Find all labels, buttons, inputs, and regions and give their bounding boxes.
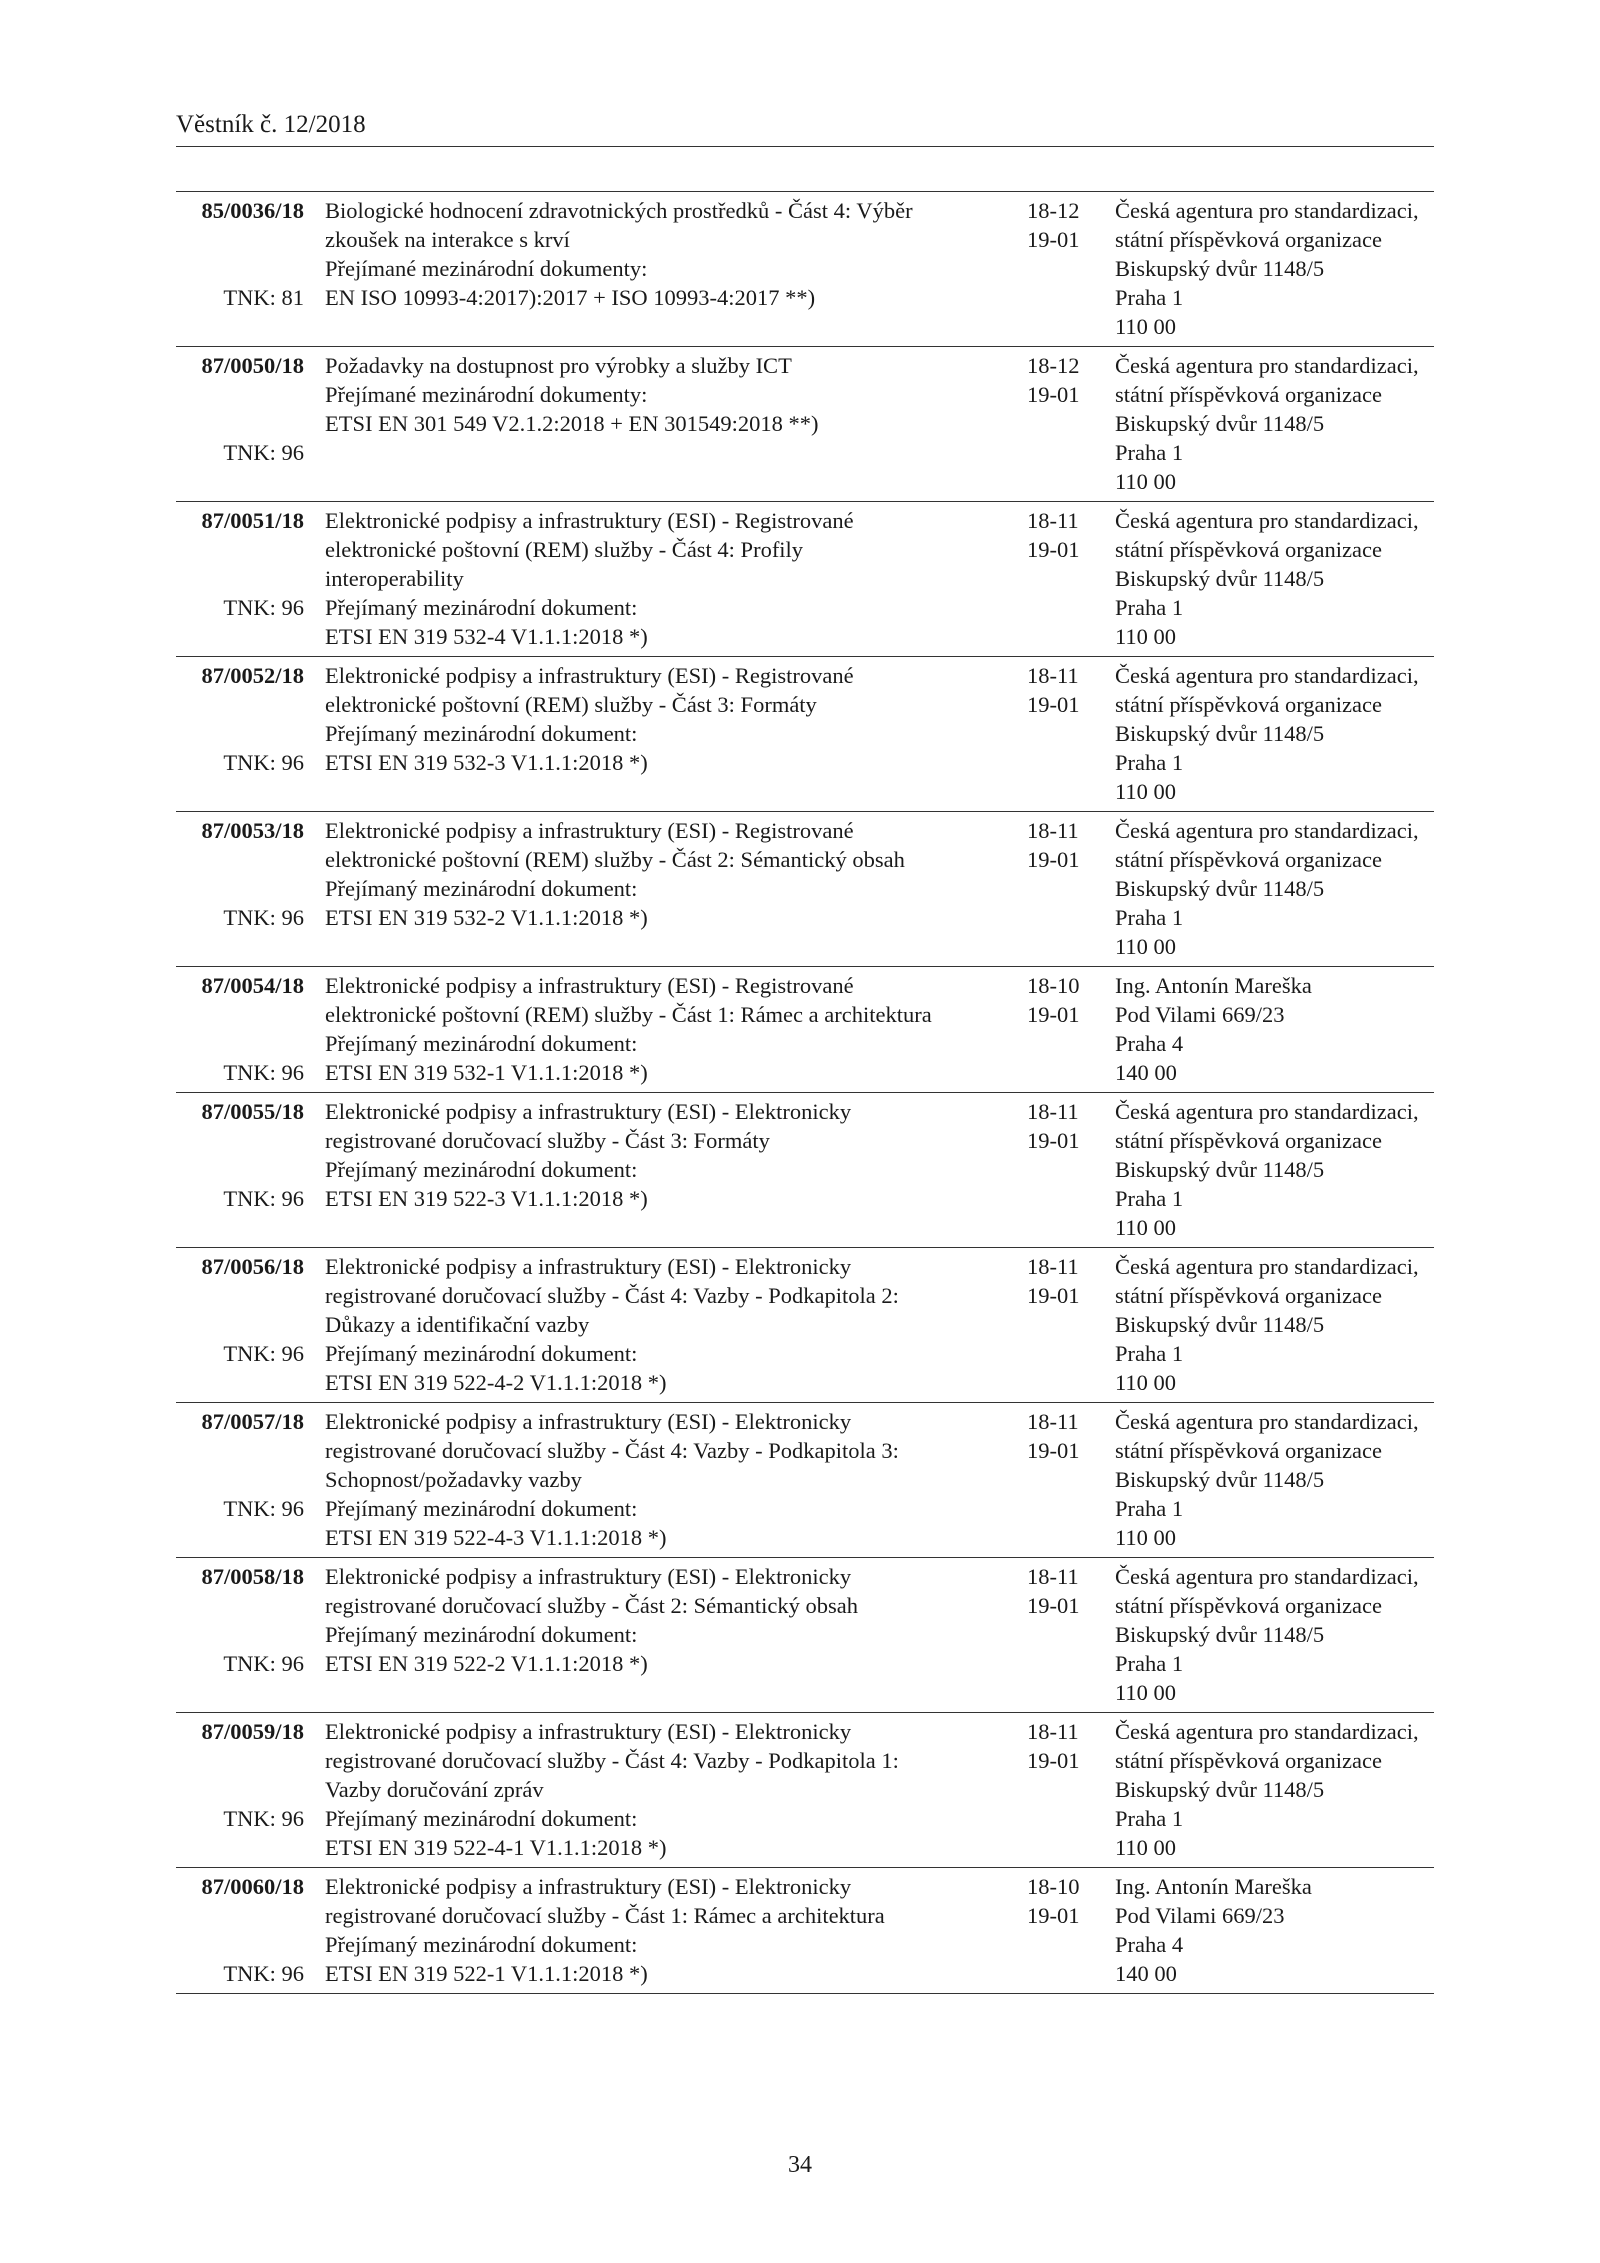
entry-address-line: 110 00 — [1115, 1370, 1177, 1395]
entry-dates — [1027, 971, 1107, 1029]
entry-address-line: Česká agentura pro standardizaci, — [1115, 1099, 1419, 1124]
entry-address-line: 110 00 — [1115, 1680, 1177, 1705]
entry-title-line: registrované doručovací služby - Část 3: Formáty — [325, 1128, 770, 1153]
entry-title-line: Přejímaný mezinárodní dokument: — [325, 1932, 638, 1957]
entry-title-line: Přejímaný mezinárodní dokument: — [325, 1157, 638, 1182]
entry-address-line: Biskupský dvůr 1148/5 — [1115, 1777, 1325, 1802]
entry-dates-line: 19-01 — [1027, 847, 1080, 872]
entry-title-line: registrované doručovací služby - Část 1: Rámec a architektura — [325, 1903, 885, 1928]
entry-address-line: Česká agentura pro standardizaci, — [1115, 353, 1419, 378]
entry-address-line: Praha 1 — [1115, 595, 1184, 620]
entry-address — [1115, 1097, 1435, 1242]
entry-title — [325, 1097, 1025, 1213]
entry-title-line: Přejímaný mezinárodní dokument: — [325, 595, 638, 620]
entry-number: 87/0050/18 — [201, 353, 304, 378]
entry-dates — [1027, 351, 1107, 409]
entry-title-line: EN ISO 10993-4:2017):2017 + ISO 10993-4:2017 **) — [325, 285, 816, 310]
entry-dates-line: 18-11 — [1027, 1099, 1079, 1124]
entry-dates-line: 19-01 — [1027, 227, 1080, 252]
entry-title-line: zkoušek na interakce s krví — [325, 227, 570, 252]
entry-row — [176, 347, 1434, 502]
entry-dates-line: 19-01 — [1027, 1283, 1080, 1308]
entry-address — [1115, 971, 1435, 1087]
page-number: 34 — [788, 2152, 812, 2178]
entry-title-line: ETSI EN 319 522-1 V1.1.1:2018 *) — [325, 1961, 648, 1986]
entry-number: 87/0053/18 — [201, 818, 304, 843]
entry-title-line: elektronické poštovní (REM) služby - Část 2: Sémantický obsah — [325, 847, 905, 872]
entry-number-cell — [176, 1562, 304, 1676]
entry-tnk: TNK: 96 — [223, 1496, 304, 1521]
entry-title-line: Přejímaný mezinárodní dokument: — [325, 1496, 638, 1521]
entry-address-line: 110 00 — [1115, 779, 1177, 804]
entry-dates-line: 18-11 — [1027, 1409, 1079, 1434]
entry-title — [325, 506, 1025, 651]
entry-tnk: TNK: 96 — [223, 905, 304, 930]
entry-title-line: Elektronické podpisy a infrastruktury (ESI) - Elektronicky — [325, 1874, 852, 1899]
entry-title-line: ETSI EN 319 532-4 V1.1.1:2018 *) — [325, 624, 648, 649]
entry-title-line: ETSI EN 319 522-2 V1.1.1:2018 *) — [325, 1651, 648, 1676]
entry-tnk: TNK: 96 — [223, 1651, 304, 1676]
entry-title-line: Elektronické podpisy a infrastruktury (ESI) - Elektronicky — [325, 1254, 852, 1279]
entry-title-line: Přejímaný mezinárodní dokument: — [325, 1622, 638, 1647]
entry-number-cell — [176, 1717, 304, 1831]
entry-title-line: ETSI EN 319 522-4-2 V1.1.1:2018 *) — [325, 1370, 667, 1395]
entry-tnk: TNK: 96 — [223, 440, 304, 465]
entry-address-line: Biskupský dvůr 1148/5 — [1115, 411, 1325, 436]
entry-address-line: Česká agentura pro standardizaci, — [1115, 1254, 1419, 1279]
entry-title-line: Biologické hodnocení zdravotnických prostředků - Část 4: Výběr — [325, 198, 913, 223]
entry-address-line: Pod Vilami 669/23 — [1115, 1903, 1285, 1928]
entry-number: 87/0056/18 — [201, 1254, 304, 1279]
entry-title-line: elektronické poštovní (REM) služby - Část 1: Rámec a architektura — [325, 1002, 932, 1027]
entry-tnk: TNK: 96 — [223, 1961, 304, 1986]
entry-dates — [1027, 196, 1107, 254]
entry-row — [176, 1868, 1434, 1994]
entry-title-line: Elektronické podpisy a infrastruktury (ESI) - Elektronicky — [325, 1409, 852, 1434]
entry-address-line: Česká agentura pro standardizaci, — [1115, 663, 1419, 688]
entry-title — [325, 196, 1025, 312]
entries-table — [176, 191, 1434, 1994]
entry-tnk: TNK: 96 — [223, 595, 304, 620]
entry-address-line: Česká agentura pro standardizaci, — [1115, 818, 1419, 843]
entry-address-line: státní příspěvková organizace — [1115, 1283, 1382, 1308]
entry-row — [176, 1403, 1434, 1558]
entry-title — [325, 1562, 1025, 1678]
entry-number: 87/0057/18 — [201, 1409, 304, 1434]
entry-dates-line: 18-12 — [1027, 198, 1080, 223]
entry-tnk: TNK: 96 — [223, 1060, 304, 1085]
entry-number: 87/0059/18 — [201, 1719, 304, 1744]
entry-address-line: 110 00 — [1115, 1525, 1177, 1550]
entry-tnk: TNK: 96 — [223, 1186, 304, 1211]
entry-row — [176, 1558, 1434, 1713]
entry-title-line: Elektronické podpisy a infrastruktury (ESI) - Registrované — [325, 818, 854, 843]
entry-dates — [1027, 506, 1107, 564]
entry-title-line: Důkazy a identifikační vazby — [325, 1312, 590, 1337]
entry-address-line: Praha 1 — [1115, 1341, 1184, 1366]
entry-row — [176, 1248, 1434, 1403]
entry-title-line: Vazby doručování zpráv — [325, 1777, 544, 1802]
entry-address-line: Pod Vilami 669/23 — [1115, 1002, 1285, 1027]
entry-address — [1115, 1872, 1435, 1988]
entry-title-line: ETSI EN 319 522-3 V1.1.1:2018 *) — [325, 1186, 648, 1211]
entry-address-line: státní příspěvková organizace — [1115, 1748, 1382, 1773]
entry-address-line: Praha 4 — [1115, 1031, 1184, 1056]
entry-number: 87/0051/18 — [201, 508, 304, 533]
entry-dates-line: 18-10 — [1027, 1874, 1080, 1899]
entry-address-line: státní příspěvková organizace — [1115, 227, 1382, 252]
entry-title — [325, 1407, 1025, 1552]
page-header — [176, 112, 1434, 147]
entry-address-line: Česká agentura pro standardizaci, — [1115, 1409, 1419, 1434]
entry-row — [176, 967, 1434, 1093]
entry-number-cell — [176, 661, 304, 775]
entry-address — [1115, 196, 1435, 341]
entry-row — [176, 657, 1434, 812]
entry-address-line: 110 00 — [1115, 314, 1177, 339]
entry-title-line: registrované doručovací služby - Část 4: Vazby - Podkapitola 2: — [325, 1283, 899, 1308]
entry-title-line: elektronické poštovní (REM) služby - Část 3: Formáty — [325, 692, 817, 717]
entry-title-line: Elektronické podpisy a infrastruktury (ESI) - Registrované — [325, 508, 854, 533]
entry-address-line: 110 00 — [1115, 1215, 1177, 1240]
entry-dates-line: 19-01 — [1027, 692, 1080, 717]
entry-address — [1115, 1407, 1435, 1552]
entry-dates — [1027, 1872, 1107, 1930]
entry-dates-line: 18-11 — [1027, 818, 1079, 843]
entry-title-line: ETSI EN 319 532-2 V1.1.1:2018 *) — [325, 905, 648, 930]
entry-address-line: státní příspěvková organizace — [1115, 1128, 1382, 1153]
entry-title — [325, 1872, 1025, 1988]
entry-number: 87/0058/18 — [201, 1564, 304, 1589]
entry-dates — [1027, 1407, 1107, 1465]
entry-title — [325, 661, 1025, 777]
entry-address-line: Praha 1 — [1115, 285, 1184, 310]
entry-title-line: Elektronické podpisy a infrastruktury (ESI) - Elektronicky — [325, 1099, 852, 1124]
entry-address-line: státní příspěvková organizace — [1115, 382, 1382, 407]
entry-address-line: Praha 1 — [1115, 1496, 1184, 1521]
entry-number-cell — [176, 1252, 304, 1366]
entry-dates-line: 18-11 — [1027, 1254, 1079, 1279]
entry-address-line: 110 00 — [1115, 934, 1177, 959]
entry-title-line: interoperability — [325, 566, 464, 591]
entry-number: 85/0036/18 — [201, 198, 304, 223]
entry-title-line: Přejímaný mezinárodní dokument: — [325, 876, 638, 901]
entry-dates-line: 19-01 — [1027, 1002, 1080, 1027]
entry-address — [1115, 1562, 1435, 1707]
entry-address-line: Česká agentura pro standardizaci, — [1115, 508, 1419, 533]
entry-number-cell — [176, 506, 304, 620]
entry-row — [176, 1093, 1434, 1248]
entry-title — [325, 351, 1025, 438]
entry-number-cell — [176, 196, 304, 310]
entry-title-line: registrované doručovací služby - Část 4: Vazby - Podkapitola 1: — [325, 1748, 899, 1773]
entry-title-line: registrované doručovací služby - Část 2: Sémantický obsah — [325, 1593, 858, 1618]
entry-address-line: Praha 1 — [1115, 1186, 1184, 1211]
entry-dates-line: 18-11 — [1027, 1564, 1079, 1589]
entry-dates-line: 18-11 — [1027, 663, 1079, 688]
entry-address-line: 140 00 — [1115, 1060, 1177, 1085]
entry-address-line: Biskupský dvůr 1148/5 — [1115, 1622, 1325, 1647]
entry-number: 87/0054/18 — [201, 973, 304, 998]
entry-dates-line: 18-12 — [1027, 353, 1080, 378]
entry-address — [1115, 351, 1435, 496]
entry-tnk: TNK: 96 — [223, 750, 304, 775]
entry-address-line: Ing. Antonín Mareška — [1115, 1874, 1312, 1899]
entry-tnk: TNK: 81 — [223, 285, 304, 310]
entry-dates — [1027, 1252, 1107, 1310]
entry-address-line: Biskupský dvůr 1148/5 — [1115, 721, 1325, 746]
entry-title-line: ETSI EN 319 532-3 V1.1.1:2018 *) — [325, 750, 648, 775]
entry-title-line: Elektronické podpisy a infrastruktury (ESI) - Registrované — [325, 663, 854, 688]
entry-title-line: ETSI EN 319 522-4-1 V1.1.1:2018 *) — [325, 1835, 667, 1860]
entry-number: 87/0055/18 — [201, 1099, 304, 1124]
entry-address-line: státní příspěvková organizace — [1115, 1593, 1382, 1618]
entry-number: 87/0060/18 — [201, 1874, 304, 1899]
entry-tnk: TNK: 96 — [223, 1341, 304, 1366]
entry-title-line: ETSI EN 319 522-4-3 V1.1.1:2018 *) — [325, 1525, 667, 1550]
entry-title — [325, 971, 1025, 1087]
entry-dates-line: 19-01 — [1027, 537, 1080, 562]
entry-address — [1115, 1252, 1435, 1397]
entry-dates-line: 18-11 — [1027, 1719, 1079, 1744]
entry-address-line: 110 00 — [1115, 624, 1177, 649]
entry-dates — [1027, 1717, 1107, 1775]
entry-title-line: Elektronické podpisy a infrastruktury (ESI) - Registrované — [325, 973, 854, 998]
entry-address-line: Praha 1 — [1115, 1651, 1184, 1676]
entry-title-line: Přejímané mezinárodní dokumenty: — [325, 382, 648, 407]
entry-title-line: Požadavky na dostupnost pro výrobky a služby ICT — [325, 353, 792, 378]
entry-row — [176, 1713, 1434, 1868]
entry-address-line: Česká agentura pro standardizaci, — [1115, 1564, 1419, 1589]
entry-number-cell — [176, 816, 304, 930]
entry-address-line: Praha 1 — [1115, 750, 1184, 775]
entry-address-line: Biskupský dvůr 1148/5 — [1115, 1312, 1325, 1337]
entry-title — [325, 1252, 1025, 1397]
entry-dates-line: 19-01 — [1027, 1128, 1080, 1153]
entry-title-line: Přejímané mezinárodní dokumenty: — [325, 256, 648, 281]
entry-dates — [1027, 1097, 1107, 1155]
entry-number-cell — [176, 351, 304, 465]
entry-address-line: Praha 1 — [1115, 440, 1184, 465]
entry-row — [176, 812, 1434, 967]
entry-dates-line: 19-01 — [1027, 1903, 1080, 1928]
entry-address-line: Biskupský dvůr 1148/5 — [1115, 256, 1325, 281]
entry-title-line: Přejímaný mezinárodní dokument: — [325, 1341, 638, 1366]
entry-address-line: Česká agentura pro standardizaci, — [1115, 1719, 1419, 1744]
entry-number: 87/0052/18 — [201, 663, 304, 688]
entry-address — [1115, 661, 1435, 806]
entry-title-line: ETSI EN 319 532-1 V1.1.1:2018 *) — [325, 1060, 648, 1085]
entry-address-line: Česká agentura pro standardizaci, — [1115, 198, 1419, 223]
entry-number-cell — [176, 1407, 304, 1521]
entry-dates-line: 18-11 — [1027, 508, 1079, 533]
entry-title-line: Přejímaný mezinárodní dokument: — [325, 1031, 638, 1056]
entry-number-cell — [176, 1872, 304, 1986]
entry-dates-line: 19-01 — [1027, 382, 1080, 407]
entry-address-line: Biskupský dvůr 1148/5 — [1115, 1467, 1325, 1492]
entry-title-line: Schopnost/požadavky vazby — [325, 1467, 582, 1492]
entry-title-line: Elektronické podpisy a infrastruktury (ESI) - Elektronicky — [325, 1564, 852, 1589]
entry-dates-line: 19-01 — [1027, 1438, 1080, 1463]
entry-title-line: Přejímaný mezinárodní dokument: — [325, 1806, 638, 1831]
entry-address — [1115, 1717, 1435, 1862]
entry-row — [176, 192, 1434, 347]
entry-address-line: státní příspěvková organizace — [1115, 692, 1382, 717]
entry-dates — [1027, 816, 1107, 874]
entry-address-line: Praha 1 — [1115, 905, 1184, 930]
entry-address-line: státní příspěvková organizace — [1115, 847, 1382, 872]
entry-address-line: Biskupský dvůr 1148/5 — [1115, 1157, 1325, 1182]
entry-address — [1115, 816, 1435, 961]
entry-dates — [1027, 661, 1107, 719]
entry-number-cell — [176, 971, 304, 1085]
entry-address-line: Ing. Antonín Mareška — [1115, 973, 1312, 998]
entry-dates — [1027, 1562, 1107, 1620]
entry-title-line: elektronické poštovní (REM) služby - Část 4: Profily — [325, 537, 804, 562]
entry-tnk: TNK: 96 — [223, 1806, 304, 1831]
entry-address-line: 140 00 — [1115, 1961, 1177, 1986]
entry-number-cell — [176, 1097, 304, 1211]
entry-address-line: Praha 4 — [1115, 1932, 1184, 1957]
entry-address-line: 110 00 — [1115, 469, 1177, 494]
entry-title-line: Přejímaný mezinárodní dokument: — [325, 721, 638, 746]
entry-title-line: Elektronické podpisy a infrastruktury (ESI) - Elektronicky — [325, 1719, 852, 1744]
entry-title-line: registrované doručovací služby - Část 4: Vazby - Podkapitola 3: — [325, 1438, 899, 1463]
entry-address-line: 110 00 — [1115, 1835, 1177, 1860]
journal-title: Věstník č. 12/2018 — [176, 111, 366, 138]
entry-address — [1115, 506, 1435, 651]
entry-address-line: Biskupský dvůr 1148/5 — [1115, 566, 1325, 591]
entry-row — [176, 502, 1434, 657]
entry-address-line: Praha 1 — [1115, 1806, 1184, 1831]
entry-address-line: státní příspěvková organizace — [1115, 1438, 1382, 1463]
entry-title-line: ETSI EN 301 549 V2.1.2:2018 + EN 301549:2018 **) — [325, 411, 819, 436]
entry-title — [325, 1717, 1025, 1862]
entry-title — [325, 816, 1025, 932]
entry-address-line: Biskupský dvůr 1148/5 — [1115, 876, 1325, 901]
entry-address-line: státní příspěvková organizace — [1115, 537, 1382, 562]
entry-dates-line: 18-10 — [1027, 973, 1080, 998]
entry-dates-line: 19-01 — [1027, 1748, 1080, 1773]
entry-dates-line: 19-01 — [1027, 1593, 1080, 1618]
